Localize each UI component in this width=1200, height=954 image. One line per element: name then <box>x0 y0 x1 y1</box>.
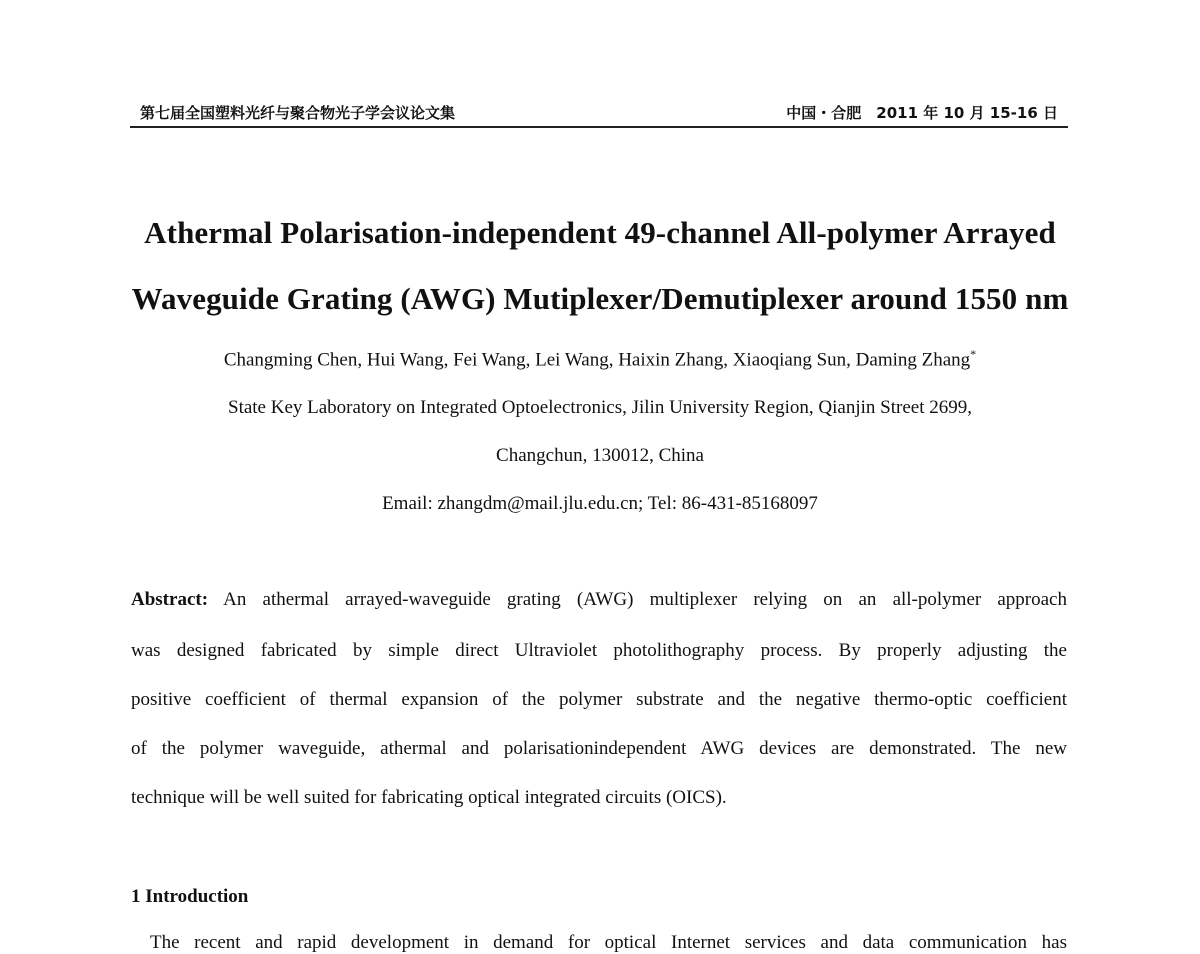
corresponding-author-mark: * <box>970 347 977 361</box>
section-heading-introduction: 1 Introduction <box>131 886 249 907</box>
paper-title-line-1: Athermal Polarisation-independent 49-channel All-polymer Arrayed <box>144 215 1056 250</box>
author-names: Changming Chen, Hui Wang, Fei Wang, Lei Wang, Haixin Zhang, Xiaoqiang Sun, Daming Zhang <box>223 349 971 371</box>
running-header <box>130 100 1068 128</box>
abstract-line-3: positive coefficient of thermal expansion of the polymer substrate and the negative thermo-optic coefficient <box>131 689 1067 710</box>
proceedings-title: 第七届全国塑料光纤与聚合物光子学会议论文集 <box>140 104 456 122</box>
abstract-line-4: of the polymer waveguide, athermal and polarisationindependent AWG devices are demonstrated. The new <box>131 738 1067 759</box>
abstract-line-1: Abstract: An athermal arrayed-waveguide grating (AWG) multiplexer relying on an all-polymer approach <box>131 589 1067 610</box>
affiliation-line-2: Changchun, 130012, China <box>496 445 704 466</box>
affiliation-line-1: State Key Laboratory on Integrated Optoelectronics, Jilin University Region, Qianjin Street 2699, <box>228 397 972 418</box>
abstract-line-2: was designed fabricated by simple direct Ultraviolet photolithography process. By properly adjusting the <box>131 640 1067 661</box>
paper-title-line-2: Waveguide Grating (AWG) Mutiplexer/Demutiplexer around 1550 nm <box>131 281 1069 316</box>
abstract-line-5: technique will be well suited for fabricating optical integrated circuits (OICS). <box>131 787 727 808</box>
abstract-label: Abstract: <box>131 589 209 610</box>
author-list <box>0 347 1200 371</box>
contact-info: Email: zhangdm@mail.jlu.edu.cn; Tel: 86-431-85168097 <box>382 493 818 514</box>
conference-location-date: 中国・合肥 2011 年 10 月 15-16 日 <box>786 104 1058 122</box>
introduction-first-line: The recent and rapid development in demand for optical Internet services and data communication has <box>150 932 1067 953</box>
